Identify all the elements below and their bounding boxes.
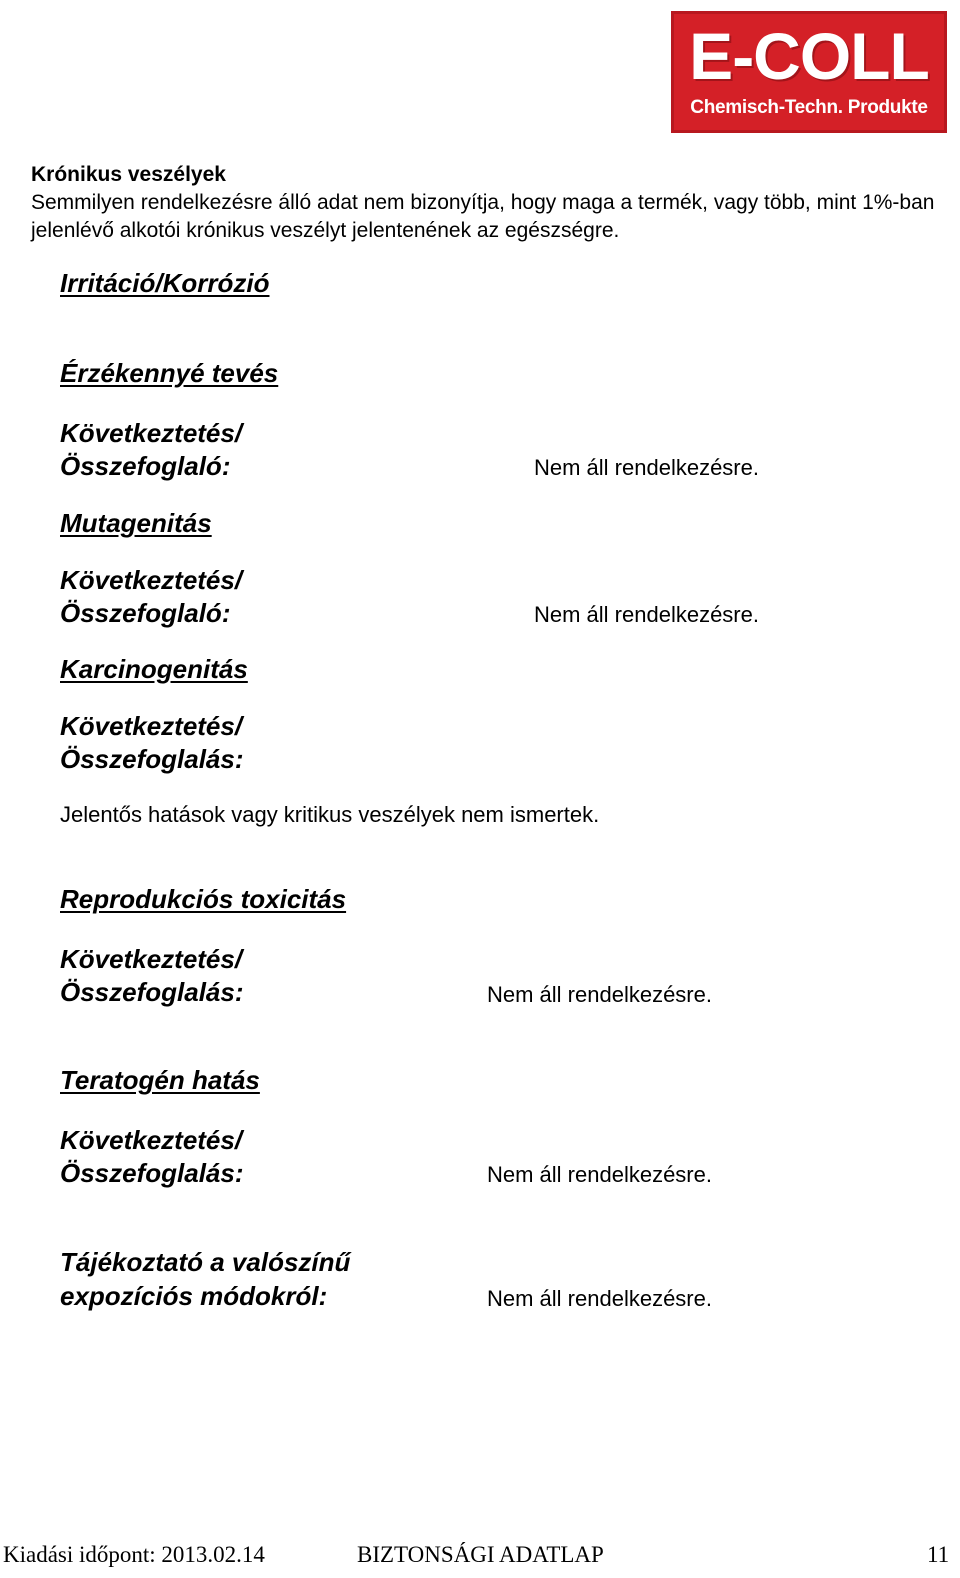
sensitization-label-line1: Következtetés/ <box>60 418 243 448</box>
reproductive-label-line2: Összefoglalás: <box>60 977 244 1007</box>
mutagenicity-heading: Mutagenitás <box>60 508 212 538</box>
carcinogenicity-note: Jelentős hatások vagy kritikus veszélyek nem ismertek. <box>60 802 600 827</box>
mutagenicity-label-line1: Következtetés/ <box>60 565 243 595</box>
teratogenic-label-line2: Összefoglalás: <box>60 1158 244 1188</box>
carcinogenicity-label-line1: Következtetés/ <box>60 711 243 741</box>
sensitization-heading: Érzékennyé tevés <box>60 358 279 388</box>
sensitization-value: Nem áll rendelkezésre. <box>534 455 759 480</box>
mutagenicity-value: Nem áll rendelkezésre. <box>534 602 759 627</box>
chronic-hazards-text: Semmilyen rendelkezésre álló adat nem bizonyítja, hogy maga a termék, vagy több, mint 1%-ban jelenlévő alkotói krónikus veszélyt jelentenének az egészségre. <box>31 191 935 242</box>
footer-issue-date: Kiadási időpont: 2013.02.14 <box>3 1542 265 1567</box>
exposure-label-line1: Tájékoztató a valószínű <box>60 1247 351 1277</box>
irritation-heading: Irritáció/Korrózió <box>60 268 270 298</box>
logo-wordmark: E-COLL <box>689 19 929 93</box>
exposure-label-line2: expozíciós módokról: <box>60 1281 328 1311</box>
chronic-hazards-heading: Krónikus veszélyek <box>31 163 226 186</box>
sensitization-label-line2: Összefoglaló: <box>60 451 231 481</box>
teratogenic-value: Nem áll rendelkezésre. <box>487 1162 712 1187</box>
logo-tagline: Chemisch-Techn. Produkte <box>690 97 928 118</box>
footer-document-title: BIZTONSÁGI ADATLAP <box>357 1542 604 1567</box>
reproductive-value: Nem áll rendelkezésre. <box>487 982 712 1007</box>
exposure-value: Nem áll rendelkezésre. <box>487 1286 712 1311</box>
teratogenic-label-line1: Következtetés/ <box>60 1125 243 1155</box>
carcinogenicity-label-line2: Összefoglalás: <box>60 744 244 774</box>
teratogenic-heading: Teratogén hatás <box>60 1065 260 1095</box>
footer-page-number: 11 <box>927 1542 950 1567</box>
carcinogenicity-heading: Karcinogenitás <box>60 654 248 684</box>
mutagenicity-label-line2: Összefoglaló: <box>60 598 231 628</box>
reproductive-label-line1: Következtetés/ <box>60 944 243 974</box>
reproductive-toxicity-heading: Reprodukciós toxicitás <box>60 884 347 914</box>
company-logo <box>671 11 947 133</box>
